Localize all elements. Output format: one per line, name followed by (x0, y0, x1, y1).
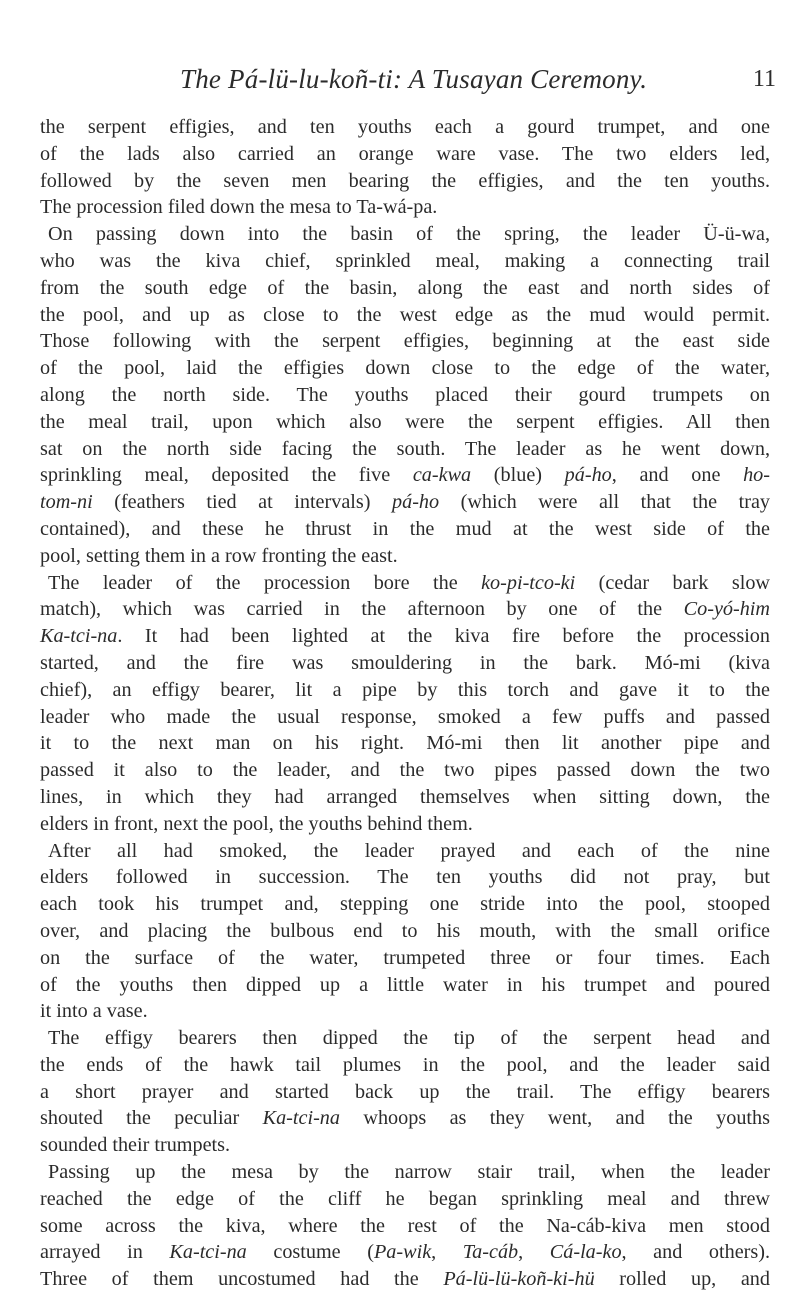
text-segment: chief), an effigy bearer, lit a pipe by this torch and gave it to the (40, 678, 770, 701)
text-line (40, 1052, 770, 1079)
page-number: 11 (752, 66, 776, 92)
text-line (40, 1239, 770, 1266)
text-segment: it into a vase. (40, 1000, 148, 1023)
text-segment: passed it also to the leader, and the two pipes passed down the two (40, 759, 770, 782)
text-segment: the ends of the hawk tail plumes in the pool, and the leader said (40, 1053, 770, 1076)
text-line (40, 1025, 770, 1052)
text-line (40, 918, 770, 945)
running-title: The Pá-lü-lu-koñ-ti: A Tusayan Ceremony. (180, 64, 648, 94)
italic-term: Ta-cáb (462, 1241, 519, 1264)
text-line (40, 891, 770, 918)
text-segment: , and others). (621, 1241, 771, 1264)
text-line (40, 168, 770, 195)
text-line (40, 1213, 770, 1240)
text-line (40, 1186, 770, 1213)
text-line (40, 596, 770, 623)
text-line (40, 704, 770, 731)
text-segment: , and one (611, 464, 744, 487)
text-line (40, 248, 770, 275)
italic-term: Co-yó-him (683, 598, 770, 621)
text-segment: rolled up, and (594, 1268, 770, 1291)
text-line (40, 570, 770, 597)
text-segment: each took his trumpet and, stepping one stride into the pool, stooped (40, 893, 770, 916)
text-segment: . It had been lighted at the kiva fire before the procession (117, 625, 770, 648)
italic-term: tom-ni (40, 491, 93, 514)
text-segment: The effigy bearers then dipped the tip of the serpent head and (48, 1027, 770, 1050)
text-segment: the meal trail, upon which also were the serpent effigies. All then (40, 410, 770, 433)
text-segment: it to the next man on his right. Mó-mi then lit another pipe and (40, 732, 770, 755)
text-line (40, 1079, 770, 1106)
text-segment: along the north side. The youths placed their gourd trumpets on (40, 383, 770, 406)
text-line (40, 972, 770, 999)
italic-term: ko-pi-tco-ki (481, 571, 576, 594)
text-segment: of the pool, laid the effigies down close to the edge of the water, (40, 357, 770, 380)
text-segment: , (518, 1241, 550, 1264)
italic-term: Ka-tci-na (169, 1241, 247, 1264)
text-segment: sounded their trumpets. (40, 1134, 231, 1157)
text-segment: arrayed in (40, 1241, 170, 1264)
italic-term: pá-ho (392, 491, 440, 514)
text-segment: On passing down into the basin of the spring, the leader Ü-ü-wa, (48, 223, 770, 246)
text-line (40, 784, 770, 811)
italic-term: Pa-wik (373, 1241, 432, 1264)
running-head (40, 64, 780, 98)
text-segment: pool, setting them in a row fronting the east. (40, 544, 398, 567)
text-line (40, 462, 770, 489)
text-line (40, 489, 770, 516)
text-segment: started, and the fire was smouldering in the bark. Mó-mi (kiva (40, 651, 770, 674)
text-segment: contained), and these he thrust in the mud at the west side of the (40, 517, 770, 540)
text-line (40, 998, 770, 1025)
text-line (40, 516, 770, 543)
text-segment: (blue) (471, 464, 565, 487)
text-segment: a short prayer and started back up the trail. The effigy bearers (40, 1080, 770, 1103)
text-segment: the serpent effigies, and ten youths each a gourd trumpet, and one (40, 116, 770, 138)
text-line (40, 275, 770, 302)
text-segment: Passing up the mesa by the narrow stair trail, when the leader (48, 1161, 770, 1184)
text-segment: , (431, 1241, 463, 1264)
text-segment: costume ( (246, 1241, 374, 1264)
text-segment: Those following with the serpent effigies, beginning at the east side (40, 330, 770, 353)
text-segment: (cedar bark slow (575, 571, 770, 594)
text-line (40, 838, 770, 865)
text-line (40, 221, 770, 248)
body-text (40, 114, 770, 1293)
text-line (40, 543, 770, 570)
text-line (40, 677, 770, 704)
text-line (40, 302, 770, 329)
text-segment: some across the kiva, where the rest of the Na-cáb-kiva men stood (40, 1214, 770, 1237)
text-line (40, 141, 770, 168)
text-segment: shouted the peculiar (40, 1107, 263, 1130)
text-segment: who was the kiva chief, sprinkled meal, making a connecting trail (40, 249, 770, 272)
text-line (40, 409, 770, 436)
text-line (40, 436, 770, 463)
text-segment: the pool, and up as close to the west edge as the mud would permit. (40, 303, 770, 326)
text-segment: After all had smoked, the leader prayed and each of the nine (48, 839, 770, 862)
text-line (40, 1132, 770, 1159)
italic-term: Ka-tci-na (40, 625, 118, 648)
text-segment: over, and placing the bulbous end to his mouth, with the small orifice (40, 919, 770, 942)
text-segment: The leader of the procession bore the (48, 571, 482, 594)
text-line (40, 650, 770, 677)
italic-term: Pá-lü-lü-koñ-ki-hü (443, 1268, 595, 1291)
text-line (40, 355, 770, 382)
text-segment: from the south edge of the basin, along the east and north sides of (40, 276, 770, 299)
text-segment: sprinkling meal, deposited the five (40, 464, 413, 487)
text-segment: of the lads also carried an orange ware vase. The two elders led, (40, 142, 770, 165)
text-segment: match), which was carried in the afternoon by one of the (40, 598, 684, 621)
text-segment: elders followed in succession. The ten youths did not pray, but (40, 866, 770, 889)
text-segment: lines, in which they had arranged themselves when sitting down, the (40, 785, 770, 808)
italic-term: ca-kwa (412, 464, 472, 487)
text-line (40, 1105, 770, 1132)
text-segment: of the youths then dipped up a little water in his trumpet and poured (40, 973, 770, 996)
text-line (40, 1266, 770, 1293)
italic-term: pá-ho (564, 464, 612, 487)
text-segment: sat on the north side facing the south. The leader as he went down, (40, 437, 770, 460)
text-line (40, 945, 770, 972)
text-segment: (feathers tied at intervals) (92, 491, 392, 514)
text-segment: on the surface of the water, trumpeted three or four times. Each (40, 946, 770, 969)
text-line (40, 757, 770, 784)
italic-term: ho- (743, 464, 770, 487)
text-segment: followed by the seven men bearing the effigies, and the ten youths. (40, 169, 770, 192)
text-segment: The procession filed down the mesa to Ta-wá-pa. (40, 196, 438, 219)
text-segment: Three of them uncostumed had the (40, 1268, 444, 1291)
text-segment: elders in front, next the pool, the youths behind them. (40, 812, 473, 835)
text-line (40, 382, 770, 409)
text-line (40, 194, 770, 221)
text-line (40, 864, 770, 891)
italic-term: Cá-la-ko (549, 1241, 622, 1264)
text-line (40, 623, 770, 650)
text-segment: (which were all that the tray (439, 491, 770, 514)
text-line (40, 1159, 770, 1186)
text-line (40, 730, 770, 757)
text-line (40, 811, 770, 838)
text-segment: leader who made the usual response, smoked a few puffs and passed (40, 705, 770, 728)
text-line (40, 114, 770, 141)
text-segment: whoops as they went, and the youths (340, 1107, 770, 1130)
text-line (40, 328, 770, 355)
italic-term: Ka-tci-na (262, 1107, 340, 1130)
text-segment: reached the edge of the cliff he began sprinkling meal and threw (40, 1187, 770, 1210)
